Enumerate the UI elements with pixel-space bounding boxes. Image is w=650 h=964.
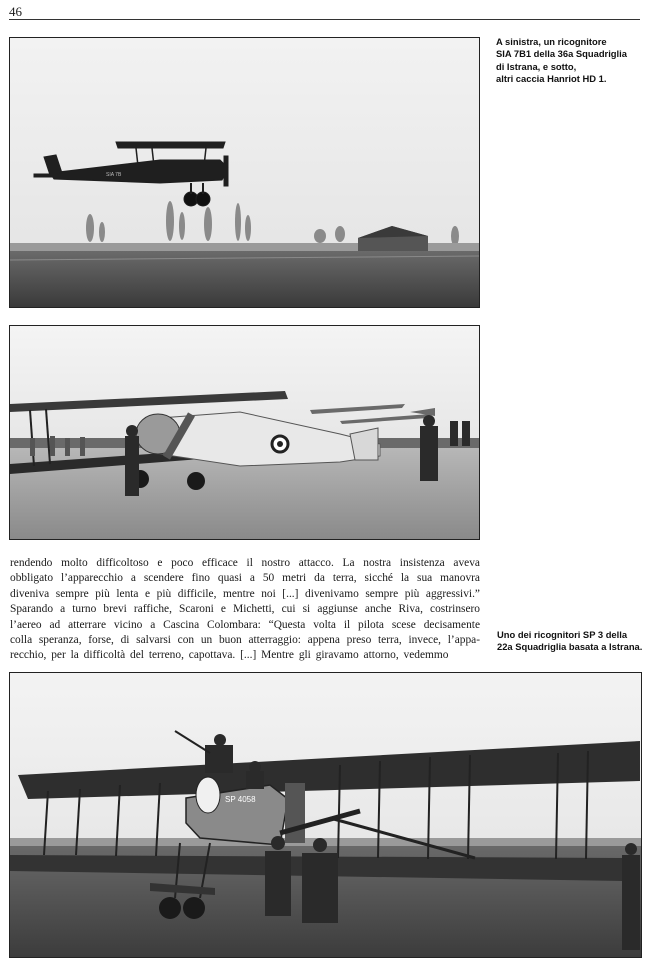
caption-middle-line: 22a Squadriglia basata a Istrana. <box>497 641 643 653</box>
body-text <box>10 556 480 664</box>
caption-middle <box>497 629 642 654</box>
body-line: obbligato l’apparecchio a scendere fino quasi a 50 metri da terra, sicché la sua manovra <box>10 572 480 585</box>
body-line: rendendo molto difficoltoso e poco efficace il nostro attacco. La nostra insistenza aveva <box>10 557 480 569</box>
caption-top-line: di Istrana, e sotto, <box>496 60 577 72</box>
caption-top-line: SIA 7B1 della 36a Squadriglia <box>496 48 627 60</box>
caption-top-line: altri caccia Hanriot HD 1. <box>496 73 607 85</box>
photo-sia-7b1-in-flight <box>9 37 480 308</box>
caption-top-line: A sinistra, un ricognitore <box>496 36 607 47</box>
fuselage-marking: SIA 7B <box>106 172 122 178</box>
body-line: Sparando a turno brevi raffiche, Scaroni e Michetti, cui si aggiunse anche Riva, costrinsero <box>10 603 480 616</box>
caption-middle-line: Uno dei ricognitori SP 3 della <box>497 629 628 640</box>
nacelle-marking: SP 4058 <box>225 795 256 804</box>
body-line: l’aereo ad atterrare vicino a Cascina Colombara: “Questa volta il pilota scese decisamente <box>10 618 480 631</box>
header-rule <box>9 19 640 20</box>
photo-sp3-reconnaissance <box>9 672 642 958</box>
body-line: colla speranza, forse, di salvarsi con un buon atterraggio: appena preso terra, invece, l’appa- <box>10 634 480 647</box>
caption-top <box>496 36 627 86</box>
body-line: diveniva sempre più lenta e più difficile, mentre noi [...] divenivamo sempre più aggressivi.” <box>10 587 480 600</box>
body-line: recchio, per la difficoltà del terreno, capottava. [...] Mentre gli giravamo attorno, vedemmo <box>10 649 449 662</box>
photo-hanriot-hd1-fighters <box>9 325 480 540</box>
page-number: 46 <box>9 4 22 19</box>
